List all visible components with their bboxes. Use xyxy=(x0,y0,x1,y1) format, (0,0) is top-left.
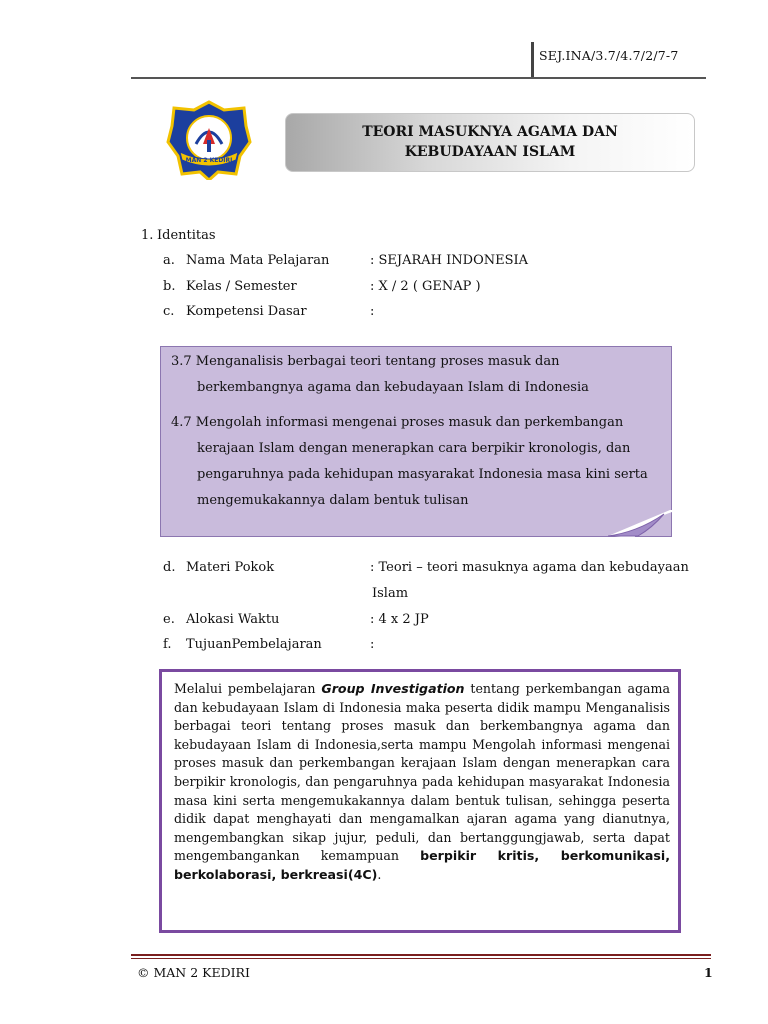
section-number: 1. xyxy=(141,228,154,243)
page-number: 1 xyxy=(704,965,713,980)
item-f-letter: f. xyxy=(163,637,172,652)
section-label: Identitas xyxy=(157,228,216,243)
school-logo xyxy=(166,100,252,180)
footer-copyright: © MAN 2 KEDIRI xyxy=(137,965,250,980)
item-d-value-continued: Islam xyxy=(372,586,409,601)
document-title xyxy=(286,122,694,162)
item-f-label: TujuanPembelajaran xyxy=(186,637,322,652)
item-b-letter: b. xyxy=(163,279,176,294)
tujuan-intro: Melalui pembelajaran xyxy=(174,681,322,696)
item-f-value: : xyxy=(370,637,375,652)
tujuan-paragraph xyxy=(174,680,670,885)
document-code: SEJ.INA/3.7/4.7/2/7-7 xyxy=(539,48,679,63)
item-d-value: : Teori – teori masuknya agama dan kebudayaan xyxy=(370,560,689,575)
footer-rule-thick xyxy=(131,954,711,956)
tujuan-end: . xyxy=(377,866,382,882)
tujuan-pembelajaran-box xyxy=(159,669,681,933)
footer-rule-thin xyxy=(131,958,711,959)
kd-4-7-line-2: kerajaan Islam dengan menerapkan cara berpikir kronologis, dan xyxy=(197,441,631,456)
item-e-label: Alokasi Waktu xyxy=(186,612,280,627)
title-line-2: KEBUDAYAAN ISLAM xyxy=(404,144,576,160)
kd-3-7-line-1: 3.7 Menganalisis berbagai teori tentang proses masuk dan xyxy=(171,354,560,369)
tujuan-body: tentang perkembangan agama dan kebudayaan Islam di Indonesia maka peserta didik mampu Menganalisis berbagai teori tentang proses masuk dan berkembangnya agama dan kebudayaan Islam di Indonesia,serta mampu Mengolah informasi mengenai proses masuk dan perkembangan kerajaan Islam dengan menerapkan cara berpikir kronologis, dan pengaruhnya pada kehidupan masyarakat Indonesia masa kini serta mengemukakannya dalam bentuk tulisan, sehingga peserta didik dapat menghayati dan mengamalkan ajaran agama yang dianutnya, mengembangkan sikap jujur, peduli, dan bertanggungjawab, serta dapat mengembangankan kemampuan xyxy=(174,681,670,864)
school-logo-emblem xyxy=(166,100,252,180)
item-e-value: : 4 x 2 JP xyxy=(370,612,429,627)
title-line-1: TEORI MASUKNYA AGAMA DAN xyxy=(362,124,618,140)
item-e-letter: e. xyxy=(163,612,175,627)
page-curl-decoration xyxy=(608,510,672,538)
svg-text:MAN 2 KEDIRI: MAN 2 KEDIRI xyxy=(185,157,233,164)
kd-4-7-line-1: 4.7 Mengolah informasi mengenai proses masuk dan perkembangan xyxy=(171,415,624,430)
learning-model: Group Investigation xyxy=(321,681,465,696)
item-c-letter: c. xyxy=(163,304,175,319)
item-c-label: Kompetensi Dasar xyxy=(186,304,307,319)
kd-4-7-line-3: pengaruhnya pada kehidupan masyarakat Indonesia masa kini serta xyxy=(197,467,648,482)
kd-4-7-line-4: mengemukakannya dalam bentuk tulisan xyxy=(197,493,469,508)
item-a-value: : SEJARAH INDONESIA xyxy=(370,253,529,268)
tujuan-skills: berpikir kritis, berkomunikasi, berkolaborasi, berkreasi(4C) xyxy=(174,848,670,882)
kompetensi-dasar-box xyxy=(160,346,672,537)
title-banner xyxy=(285,113,695,172)
item-b-value: : X / 2 ( GENAP ) xyxy=(370,279,481,294)
item-d-label: Materi Pokok xyxy=(186,560,275,575)
item-b-label: Kelas / Semester xyxy=(186,279,297,294)
header-divider-vertical xyxy=(531,42,534,78)
kd-3-7-line-2: berkembangnya agama dan kebudayaan Islam di Indonesia xyxy=(197,380,589,395)
item-c-value: : xyxy=(370,304,375,319)
item-a-letter: a. xyxy=(163,253,175,268)
item-a-label: Nama Mata Pelajaran xyxy=(186,253,330,268)
item-d-letter: d. xyxy=(163,560,176,575)
header-rule xyxy=(131,77,706,79)
